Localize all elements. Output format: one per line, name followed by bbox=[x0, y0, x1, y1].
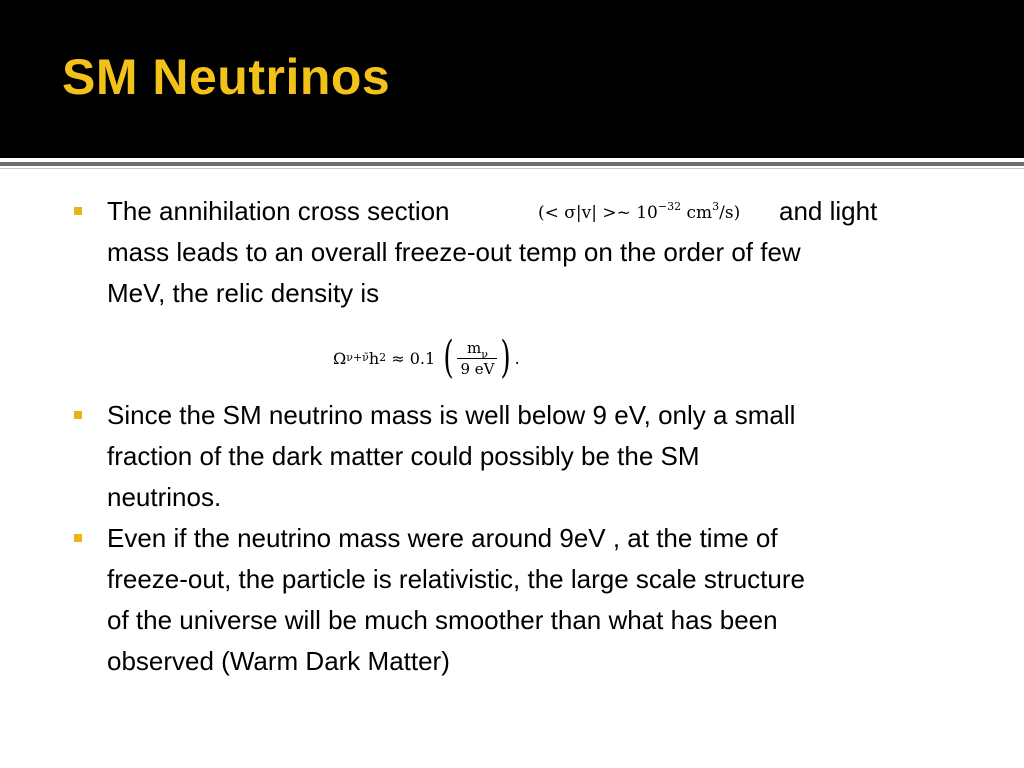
numerator-subscript: ν bbox=[481, 347, 488, 361]
bullet-icon bbox=[74, 534, 82, 542]
left-paren: ( bbox=[443, 332, 455, 383]
mass-fraction bbox=[457, 339, 497, 378]
title-bar bbox=[0, 0, 1024, 158]
cross-section-unit: cm bbox=[681, 203, 713, 223]
bullet-icon bbox=[74, 207, 82, 215]
title-divider-thin bbox=[0, 168, 1024, 169]
cross-section-formula bbox=[538, 200, 741, 223]
cross-section-exponent: −32 bbox=[657, 200, 682, 213]
bullet-1-line-1-start: The annihilation cross section bbox=[107, 196, 450, 226]
bullet-3-line-3: of the universe will be much smoother than what has been bbox=[107, 605, 778, 635]
bullet-2-line-2: fraction of the dark matter could possibly be the SM bbox=[107, 441, 700, 471]
cross-section-open: (< σ|v| >~ 10 bbox=[538, 203, 658, 223]
bullet-icon bbox=[74, 411, 82, 419]
cross-section-close: /s) bbox=[719, 203, 741, 223]
h-symbol: h bbox=[368, 348, 380, 368]
fraction-numerator: m bbox=[467, 338, 482, 357]
bullet-1-line-2: mass leads to an overall freeze-out temp on the order of few bbox=[107, 237, 801, 267]
bullet-1-line-1-end: and light bbox=[779, 196, 878, 226]
bullet-2-line-1: Since the SM neutrino mass is well below 9 eV, only a small bbox=[107, 400, 796, 430]
right-paren: ) bbox=[500, 332, 512, 383]
slide-title: SM Neutrinos bbox=[62, 49, 391, 105]
omega-symbol: Ω bbox=[333, 348, 347, 368]
cross-section-unit-exponent: 3 bbox=[712, 200, 720, 213]
formula-period: . bbox=[514, 348, 520, 368]
bullet-2-line-3: neutrinos. bbox=[107, 482, 222, 512]
approx-value: ≈ 0.1 bbox=[386, 348, 441, 368]
bullet-3-line-4: observed (Warm Dark Matter) bbox=[107, 646, 450, 676]
bullet-1-line-3: MeV, the relic density is bbox=[107, 278, 380, 308]
bullet-3-line-2: freeze-out, the particle is relativistic, the large scale structure bbox=[107, 564, 805, 594]
title-divider bbox=[0, 162, 1024, 166]
bullet-3-line-1: Even if the neutrino mass were around 9eV , at the time of bbox=[107, 523, 778, 553]
fraction-denominator: 9 eV bbox=[460, 359, 495, 378]
relic-density-formula: Ω ν+ν̄ h 2 ≈ 0.1 ( $\frac{m_\nu}{9 eV}$ ) . bbox=[333, 332, 520, 383]
